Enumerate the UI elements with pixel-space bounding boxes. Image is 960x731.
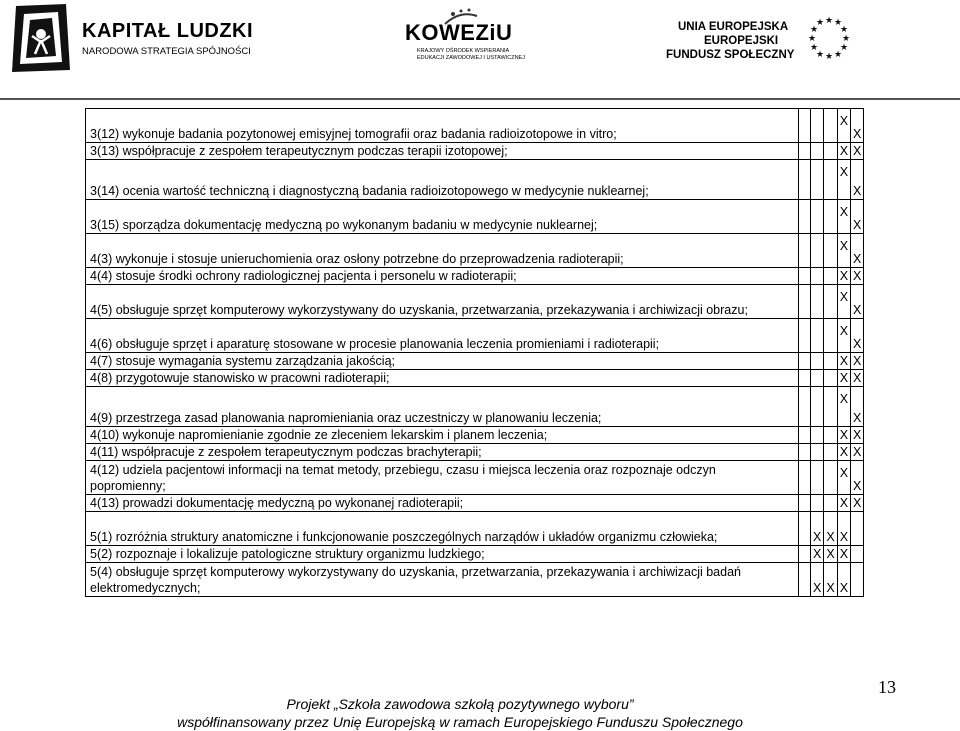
svg-text:★: ★ — [809, 43, 819, 53]
mark-cell — [851, 268, 864, 285]
mark-x: X — [839, 324, 849, 338]
mark-x: X — [839, 354, 849, 368]
mark-cell — [811, 461, 824, 495]
competency-text: 4(7) stosuje wymagania systemu zarządzania jakością; — [86, 353, 799, 370]
mark-cell — [799, 546, 811, 563]
svg-text:★: ★ — [839, 43, 849, 53]
mark-x: X — [839, 114, 849, 128]
svg-text:★: ★ — [841, 34, 851, 44]
mark-x: X — [839, 144, 849, 158]
middle-logo-sub-line1: KRAJOWY OŚRODEK WSPIERANIA — [417, 48, 510, 54]
competency-text: 4(13) prowadzi dokumentację medyczną po wykonanej radioterapii; — [86, 495, 799, 512]
mark-cell — [799, 109, 811, 143]
mark-x: X — [853, 218, 862, 232]
mark-cell — [811, 143, 824, 160]
mark-x: X — [853, 337, 862, 351]
mark-cell — [824, 285, 837, 319]
mark-x: X — [853, 252, 862, 266]
mark-cell — [799, 461, 811, 495]
mark-x: X — [839, 466, 849, 480]
mark-cell — [799, 387, 811, 427]
competency-text: 4(6) obsługuje sprzęt i aparaturę stosowane w procesie planowania leczenia promieniami i radioterapii; — [86, 319, 799, 353]
mark-cell — [824, 160, 837, 200]
mark-cell — [824, 546, 837, 563]
mark-cell — [811, 427, 824, 444]
mark-x: X — [853, 371, 862, 385]
mark-cell — [851, 200, 864, 234]
mark-cell — [837, 200, 850, 234]
mark-x: X — [813, 581, 822, 595]
mark-cell — [811, 268, 824, 285]
mark-cell — [799, 353, 811, 370]
mark-cell — [824, 370, 837, 387]
mark-cell — [824, 353, 837, 370]
mark-x: X — [853, 184, 862, 198]
mark-cell — [811, 234, 824, 268]
middle-logo-name: KOWEZiU — [405, 20, 513, 45]
mark-x: X — [853, 354, 862, 368]
mark-cell — [799, 200, 811, 234]
mark-cell — [799, 563, 811, 597]
svg-text:★: ★ — [809, 25, 819, 35]
mark-cell — [851, 353, 864, 370]
table-row — [86, 370, 864, 387]
svg-text:★: ★ — [807, 34, 817, 44]
svg-text:★: ★ — [815, 50, 825, 60]
mark-cell — [811, 563, 824, 597]
mark-cell — [837, 160, 850, 200]
mark-cell — [811, 495, 824, 512]
table-row — [86, 461, 864, 495]
mark-cell — [851, 319, 864, 353]
mark-x: X — [853, 445, 862, 459]
competency-text: 3(12) wykonuje badania pozytonowej emisyjnej tomografii oraz badania radioizotopowe in vitro; — [86, 109, 799, 143]
mark-cell — [837, 268, 850, 285]
mark-cell — [811, 512, 824, 546]
competency-text: 4(4) stosuje środki ochrony radiologicznej pacjenta i personelu w radioterapii; — [86, 268, 799, 285]
table-row — [86, 109, 864, 143]
middle-logo-subtitle — [417, 48, 525, 62]
mark-cell — [824, 319, 837, 353]
competency-text: 4(11) współpracuje z zespołem terapeutycznym podczas brachyterapii; — [86, 444, 799, 461]
eu-stars-icon — [804, 14, 854, 64]
mark-cell — [851, 495, 864, 512]
table-row — [86, 160, 864, 200]
mark-cell — [851, 370, 864, 387]
mark-x: X — [839, 581, 849, 595]
mark-cell — [811, 353, 824, 370]
mark-x: X — [839, 205, 849, 219]
table-row — [86, 563, 864, 597]
table-row — [86, 512, 864, 546]
mark-cell — [824, 234, 837, 268]
mark-cell — [811, 285, 824, 319]
mark-x: X — [839, 371, 849, 385]
competency-text: 5(1) rozróżnia struktury anatomiczne i funkcjonowanie poszczególnych narządów i układów organizmu człowieka; — [86, 512, 799, 546]
mark-cell — [837, 285, 850, 319]
mark-cell — [811, 200, 824, 234]
competency-text: 3(14) ocenia wartość techniczną i diagnostyczną badania radioizotopowego w medycynie nuklearnej; — [86, 160, 799, 200]
page-number: 13 — [878, 677, 896, 697]
koweziu-logo — [405, 8, 535, 68]
table-row — [86, 444, 864, 461]
mark-x: X — [839, 428, 849, 442]
mark-cell — [824, 109, 837, 143]
mark-cell — [799, 160, 811, 200]
mark-x: X — [853, 303, 862, 317]
competency-text: 4(8) przygotowuje stanowisko w pracowni radioterapii; — [86, 370, 799, 387]
mark-cell — [837, 143, 850, 160]
mark-cell — [851, 563, 864, 597]
competency-text: 4(5) obsługuje sprzęt komputerowy wykorzystywany do uzyskania, przetwarzania, przekazywania i archiwizacji obrazu; — [86, 285, 799, 319]
mark-cell — [824, 512, 837, 546]
mark-cell — [799, 234, 811, 268]
competency-table — [85, 108, 864, 597]
footer-line2: współfinansowany przez Unię Europejską w ramach Europejskiego Funduszu Społecznego — [177, 714, 743, 730]
svg-text:★: ★ — [824, 16, 834, 26]
mark-x: X — [853, 428, 862, 442]
mark-x: X — [853, 144, 862, 158]
table-row — [86, 268, 864, 285]
table-row — [86, 495, 864, 512]
mark-x: X — [839, 496, 849, 510]
competency-text: 4(12) udziela pacjentowi informacji na temat metody, przebiegu, czasu i miejsca leczenia oraz rozpoznaje odczyn popromienny; — [86, 461, 799, 495]
mark-x: X — [826, 547, 835, 561]
page-header — [0, 0, 960, 100]
mark-cell — [811, 109, 824, 143]
mark-cell — [837, 427, 850, 444]
mark-cell — [799, 427, 811, 444]
header-divider — [0, 98, 960, 100]
mark-cell — [799, 370, 811, 387]
kapital-ludzki-emblem-icon — [10, 4, 72, 74]
footer-line1: Projekt „Szkoła zawodowa szkołą pozytywnego wyboru” — [286, 696, 634, 712]
svg-text:★: ★ — [824, 52, 834, 62]
table-row — [86, 200, 864, 234]
svg-text:★: ★ — [815, 18, 825, 28]
mark-cell — [837, 563, 850, 597]
mark-x: X — [826, 581, 835, 595]
middle-logo-sub-line2: EDUKACJI ZAWODOWEJ I USTAWICZNEJ — [417, 55, 525, 61]
mark-cell — [851, 387, 864, 427]
mark-cell — [837, 512, 850, 546]
mark-cell — [824, 387, 837, 427]
svg-text:★: ★ — [833, 50, 843, 60]
mark-cell — [799, 143, 811, 160]
mark-cell — [837, 353, 850, 370]
table-row — [86, 234, 864, 268]
mark-cell — [824, 563, 837, 597]
mark-x: X — [839, 530, 849, 544]
mark-x: X — [826, 530, 835, 544]
mark-cell — [851, 444, 864, 461]
mark-cell — [851, 234, 864, 268]
competency-text: 4(9) przestrzega zasad planowania napromieniania oraz uczestniczy w planowaniu leczenia; — [86, 387, 799, 427]
mark-cell — [824, 200, 837, 234]
table-row — [86, 319, 864, 353]
mark-cell — [824, 444, 837, 461]
mark-cell — [799, 268, 811, 285]
table-row — [86, 143, 864, 160]
mark-cell — [811, 319, 824, 353]
mark-cell — [837, 234, 850, 268]
mark-cell — [799, 512, 811, 546]
competency-text: 5(2) rozpoznaje i lokalizuje patologiczne struktury organizmu ludzkiego; — [86, 546, 799, 563]
mark-x: X — [853, 479, 862, 493]
left-logo-name: KAPITAŁ LUDZKI — [82, 20, 254, 42]
mark-cell — [799, 444, 811, 461]
eu-logo-line1: UNIA EUROPEJSKA — [678, 21, 789, 33]
mark-x: X — [853, 496, 862, 510]
mark-x: X — [839, 392, 849, 406]
mark-cell — [851, 285, 864, 319]
mark-x: X — [839, 239, 849, 253]
mark-x: X — [839, 165, 849, 179]
mark-cell — [851, 461, 864, 495]
mark-cell — [851, 160, 864, 200]
table-row — [86, 353, 864, 370]
table-row — [86, 285, 864, 319]
mark-cell — [824, 461, 837, 495]
mark-cell — [837, 319, 850, 353]
mark-cell — [837, 444, 850, 461]
mark-cell — [837, 546, 850, 563]
mark-x: X — [813, 530, 822, 544]
kapital-ludzki-logo — [10, 4, 254, 74]
mark-cell — [824, 495, 837, 512]
mark-cell — [837, 495, 850, 512]
mark-cell — [851, 109, 864, 143]
mark-cell — [837, 370, 850, 387]
mark-x: X — [839, 269, 849, 283]
mark-cell — [799, 285, 811, 319]
competency-text: 3(15) sporządza dokumentację medyczną po wykonanym badaniu w medycynie nuklearnej; — [86, 200, 799, 234]
mark-x: X — [853, 269, 862, 283]
mark-cell — [799, 319, 811, 353]
mark-cell — [837, 387, 850, 427]
mark-cell — [811, 370, 824, 387]
eu-logo-line2: EUROPEJSKI — [704, 35, 779, 47]
svg-text:★: ★ — [833, 18, 843, 28]
mark-cell — [824, 268, 837, 285]
mark-cell — [811, 387, 824, 427]
competency-text: 4(3) wykonuje i stosuje unieruchomienia oraz osłony potrzebne do przeprowadzenia radioterapii; — [86, 234, 799, 268]
mark-cell — [824, 143, 837, 160]
eu-logo-line3: FUNDUSZ SPOŁECZNY — [666, 49, 795, 61]
mark-x: X — [839, 445, 849, 459]
table-row — [86, 546, 864, 563]
competency-text: 5(4) obsługuje sprzęt komputerowy wykorzystywany do uzyskania, przetwarzania, przekazywania i archiwizacji badań elektromedycznych; — [86, 563, 799, 597]
mark-x: X — [853, 127, 862, 141]
mark-cell — [824, 427, 837, 444]
mark-x: X — [853, 411, 862, 425]
mark-cell — [837, 109, 850, 143]
table-row — [86, 427, 864, 444]
mark-cell — [851, 427, 864, 444]
mark-cell — [851, 512, 864, 546]
mark-cell — [811, 444, 824, 461]
left-logo-tagline: NARODOWA STRATEGIA SPÓJNOŚCI — [82, 46, 251, 57]
mark-cell — [851, 546, 864, 563]
mark-x: X — [839, 290, 849, 304]
svg-text:★: ★ — [839, 25, 849, 35]
table-row — [86, 387, 864, 427]
competency-text: 4(10) wykonuje napromienianie zgodnie ze zleceniem lekarskim i planem leczenia; — [86, 427, 799, 444]
mark-x: X — [813, 547, 822, 561]
mark-cell — [799, 495, 811, 512]
eu-logo — [666, 14, 866, 64]
mark-cell — [837, 461, 850, 495]
competency-text: 3(13) współpracuje z zespołem terapeutycznym podczas terapii izotopowej; — [86, 143, 799, 160]
mark-cell — [811, 546, 824, 563]
mark-cell — [811, 160, 824, 200]
mark-cell — [851, 143, 864, 160]
mark-x: X — [839, 547, 849, 561]
